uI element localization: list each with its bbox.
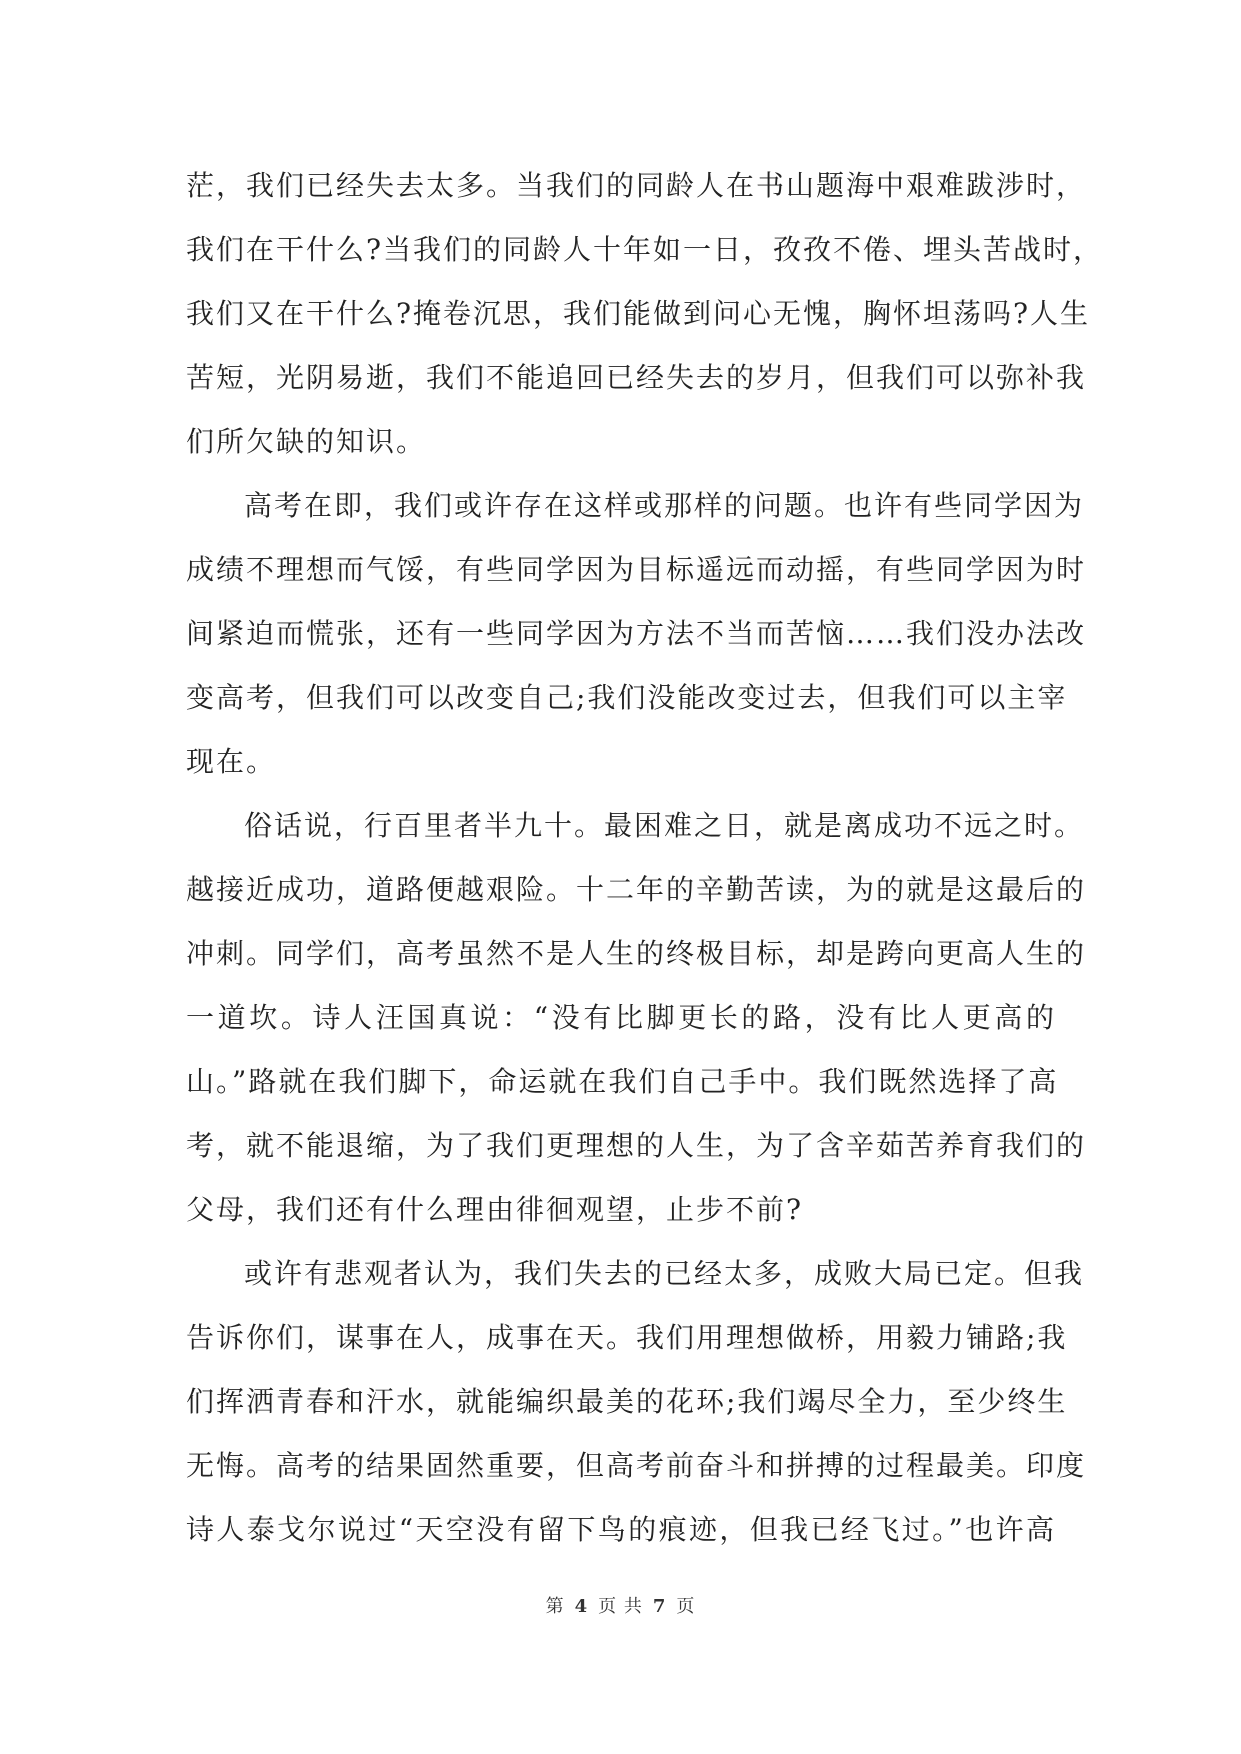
text-line: 一道坎。诗人汪国真说：“没有比脚更长的路，没有比人更高的 [186, 1001, 1056, 1034]
text-line: 无悔。高考的结果固然重要，但高考前奋斗和拼搏的过程最美。印度 [186, 1449, 1087, 1482]
footer-suffix: 页 [676, 1596, 696, 1617]
text-line: 诗人泰戈尔说过“天空没有留下鸟的痕迹，但我已经飞过。”也许高 [186, 1513, 1056, 1546]
text-line: 考，就不能退缩，为了我们更理想的人生，为了含辛茹苦养育我们的 [186, 1129, 1087, 1162]
text-line: 告诉你们，谋事在人，成事在天。我们用理想做桥，用毅力铺路;我 [186, 1321, 1068, 1354]
footer-prefix: 第 [545, 1596, 565, 1617]
text-line: 俗话说，行百里者半九十。最困难之日，就是离成功不远之时。 [244, 809, 1085, 842]
text-line: 现在。 [186, 745, 277, 778]
text-line: 我们又在干什么?掩卷沉思，我们能做到问心无愧，胸怀坦荡吗?人生 [186, 297, 1091, 330]
text-line: 成绩不理想而气馁，有些同学因为目标遥远而动摇，有些同学因为时 [186, 553, 1087, 586]
text-line: 变高考，但我们可以改变自己;我们没能改变过去，但我们可以主宰 [186, 681, 1068, 714]
text-line: 们所欠缺的知识。 [186, 425, 427, 458]
text-line: 高考在即，我们或许存在这样或那样的问题。也许有些同学因为 [244, 489, 1085, 522]
text-line: 间紧迫而慌张，还有一些同学因为方法不当而苦恼……我们没办法改 [186, 617, 1087, 650]
total-page-number: 7 [652, 1596, 667, 1617]
text-line: 山。”路就在我们脚下，命运就在我们自己手中。我们既然选择了高 [186, 1065, 1059, 1098]
paragraph [186, 474, 1087, 794]
text-line: 茫，我们已经失去太多。当我们的同龄人在书山题海中艰难跋涉时， [186, 169, 1087, 202]
text-line: 父母，我们还有什么理由徘徊观望，止步不前? [186, 1193, 804, 1226]
text-line: 冲刺。同学们，高考虽然不是人生的终极目标，却是跨向更高人生的 [186, 937, 1087, 970]
body-text [186, 154, 1104, 1562]
text-line: 我们在干什么?当我们的同龄人十年如一日，孜孜不倦、埋头苦战时， [186, 233, 1104, 266]
current-page-number: 4 [574, 1596, 589, 1617]
text-line: 越接近成功，道路便越艰险。十二年的辛勤苦读，为的就是这最后的 [186, 873, 1087, 906]
page-footer [0, 1592, 1241, 1618]
paragraph [186, 154, 1104, 474]
paragraph [186, 794, 1087, 1242]
text-line: 们挥洒青春和汗水，就能编织最美的花环;我们竭尽全力，至少终生 [186, 1385, 1068, 1418]
text-line: 或许有悲观者认为，我们失去的已经太多，成败大局已定。但我 [244, 1257, 1085, 1290]
footer-middle: 页 共 [598, 1596, 643, 1617]
text-line: 苦短，光阴易逝，我们不能追回已经失去的岁月，但我们可以弥补我 [186, 361, 1087, 394]
paragraph [186, 1242, 1087, 1562]
